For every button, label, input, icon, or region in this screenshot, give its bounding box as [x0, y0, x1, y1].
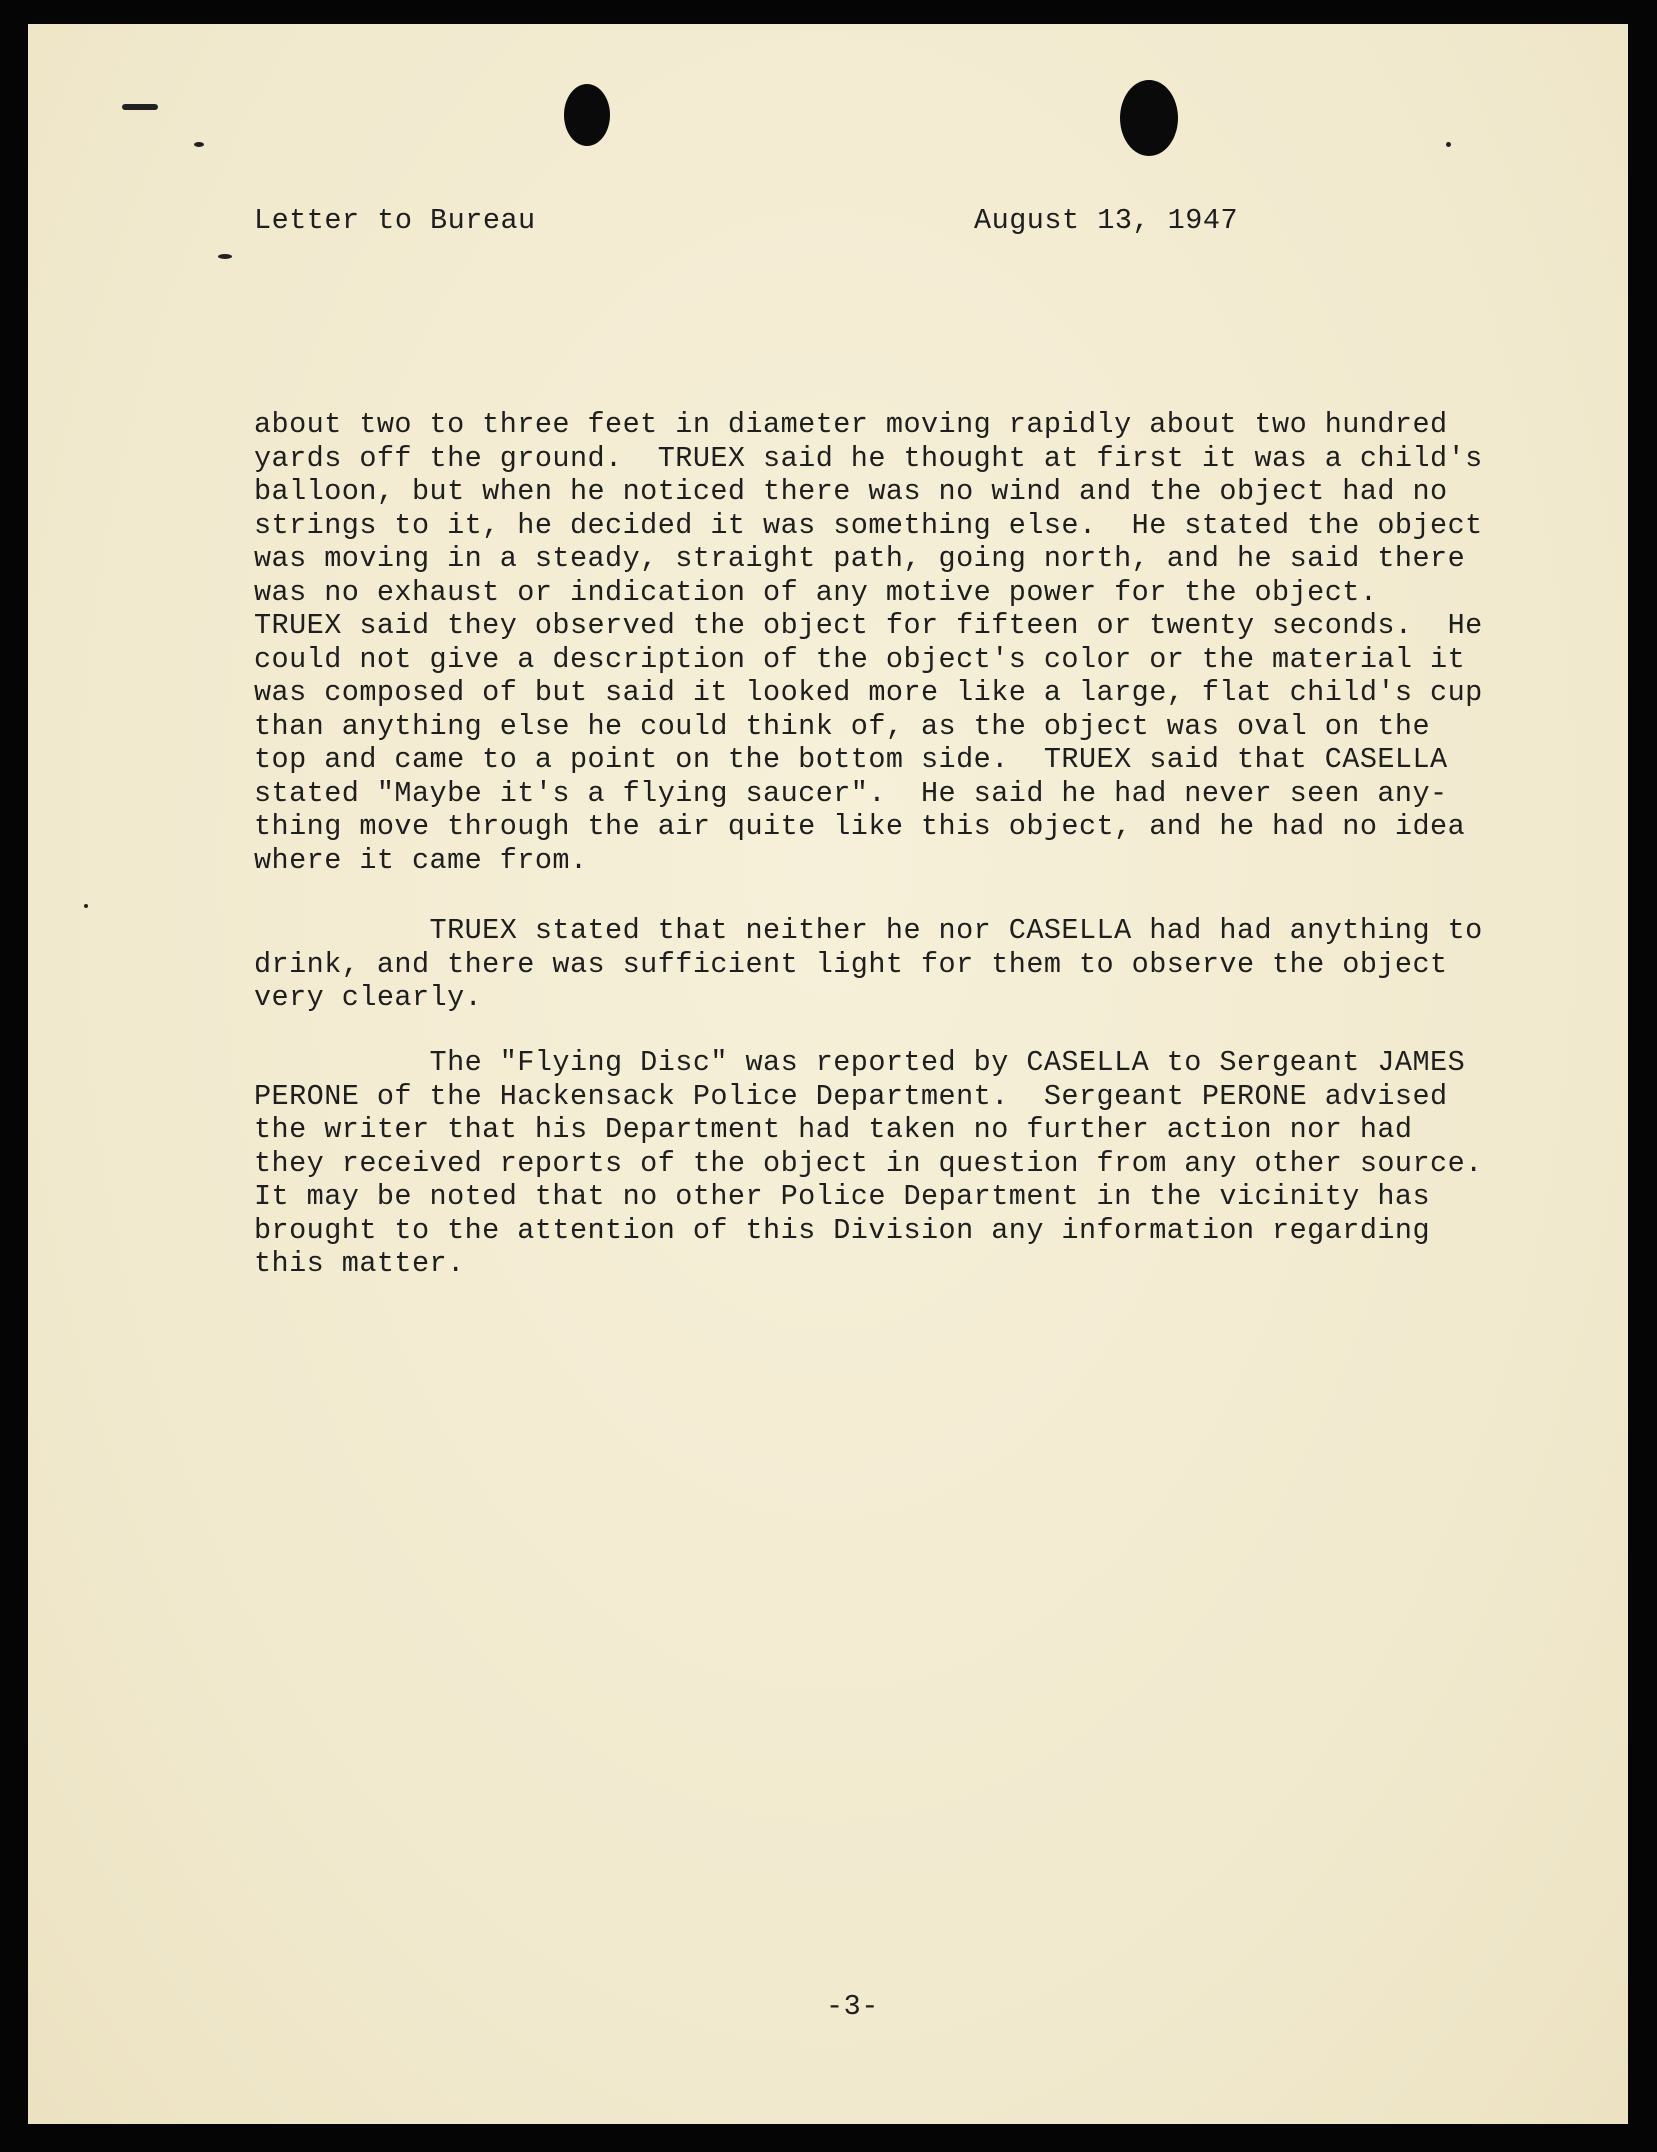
text-line: was moving in a steady, straight path, going north, and he said there	[254, 542, 1466, 575]
text-line: than anything else he could think of, as the object was oval on the	[254, 709, 1431, 743]
text-line: The "Flying Disc" was reported by CASELLA to Sergeant JAMES	[254, 1046, 1466, 1079]
text-line: was no exhaust or indication of any motive power for the object.	[254, 575, 1378, 609]
punch-hole-left	[564, 84, 610, 146]
body-paragraph-2	[254, 914, 1494, 1015]
text-line: TRUEX said they observed the object for fifteen or twenty seconds. He	[254, 609, 1483, 642]
ink-speck	[218, 254, 232, 259]
text-line: this matter.	[254, 1247, 465, 1280]
letter-date: August 13, 1947	[974, 204, 1239, 237]
text-line: balloon, but when he noticed there was no wind and the object had no	[254, 475, 1448, 508]
text-line: brought to the attention of this Division any information regarding	[254, 1213, 1431, 1247]
ink-speck	[84, 904, 88, 908]
body-paragraph-1	[254, 408, 1494, 877]
text-line: they received reports of the object in question from any other source.	[254, 1146, 1483, 1180]
text-line: stated "Maybe it's a flying saucer". He said he had never seen any-	[254, 776, 1448, 810]
text-line: very clearly.	[254, 981, 483, 1014]
text-line: strings to it, he decided it was something else. He stated the object	[254, 508, 1483, 542]
ink-speck	[194, 142, 204, 147]
letter-header-left: Letter to Bureau	[254, 204, 536, 237]
ink-speck	[122, 104, 158, 110]
punch-hole-right	[1120, 80, 1178, 156]
text-line: PERONE of the Hackensack Police Department. Sergeant PERONE advised	[254, 1079, 1448, 1113]
text-line: drink, and there was sufficient light for them to observe the object	[254, 947, 1448, 981]
text-line: about two to three feet in diameter moving rapidly about two hundred	[254, 408, 1448, 441]
text-line: thing move through the air quite like this object, and he had no idea	[254, 810, 1466, 843]
text-line: It may be noted that no other Police Department in the vicinity has	[254, 1180, 1431, 1213]
document-page	[28, 24, 1628, 2124]
text-line: TRUEX stated that neither he nor CASELLA had had anything to	[254, 914, 1483, 947]
body-paragraph-3	[254, 1046, 1494, 1281]
text-line: the writer that his Department had taken no further action nor had	[254, 1113, 1413, 1146]
text-line: yards off the ground. TRUEX said he thought at first it was a child's	[254, 441, 1483, 475]
page-number: -3-	[826, 1990, 879, 2023]
text-line: could not give a description of the object's color or the material it	[254, 642, 1466, 676]
text-line: was composed of but said it looked more like a large, flat child's cup	[254, 676, 1483, 709]
ink-speck	[1446, 142, 1451, 147]
text-line: top and came to a point on the bottom side. TRUEX said that CASELLA	[254, 743, 1448, 776]
text-line: where it came from.	[254, 843, 588, 877]
